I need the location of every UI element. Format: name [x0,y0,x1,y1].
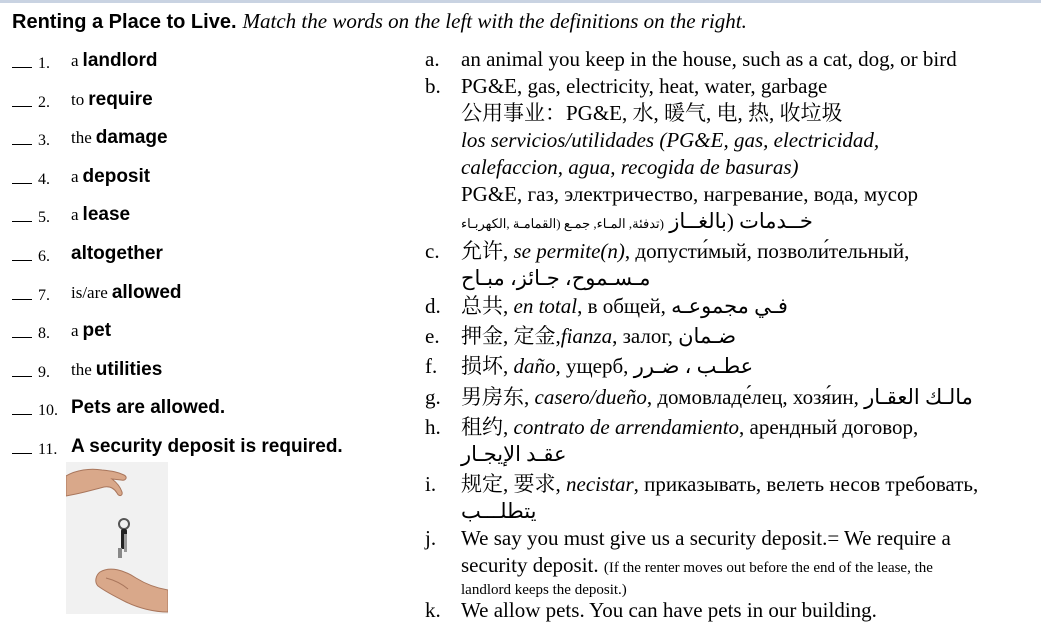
definition-spanish: casero/dueño [534,385,647,409]
definition-letter: j. [425,526,437,550]
definition-text: We allow pets. You can have pets in our building. [461,598,877,622]
definition-chinese: 租约, [461,415,509,439]
vocab-word: landlord [82,50,158,71]
definition-arabic: يتطلـــب [461,499,537,523]
word-prefix: is/are [71,283,108,302]
word-prefix: the [71,360,92,379]
definition-chinese: 男房东, [461,385,530,409]
definition-spanish: se permite(n) [513,239,625,263]
definition-text-line2: security deposit. [461,553,599,577]
definition-letter: b. [425,74,441,98]
definition-chinese: 损坏, [461,354,509,378]
definition-letter: g. [425,385,441,409]
vocab-word: utilities [95,359,163,380]
item-number: 10. [38,402,58,419]
definition-letter: e. [425,324,440,348]
definition-spanish: necistar [566,472,634,496]
vocab-word: damage [95,127,168,148]
vocab-word: pet [82,320,112,341]
vocab-word: allowed [111,282,182,303]
item-number: 9. [38,364,50,381]
definition-spanish-1: los servicios/utilidades (PG&E, gas, electricidad, [461,128,880,152]
definition-letter: f. [425,354,438,378]
definition-english: PG&E, gas, electricity, heat, water, garbage [461,74,828,98]
definition-spanish-2: calefaccion, agua, recogida de basuras) [461,155,799,179]
definition-russian: , арендный договор, [739,415,919,439]
answer-blank[interactable] [12,376,32,377]
definition-arabic: عقـد الإيجـار [461,442,567,466]
definition-russian: , домовладе́лец, хозя́ин, [646,385,859,409]
definition-chinese: 公用事业：PG&E, 水, 暖气, 电, 热, 收垃圾 [461,101,843,125]
definition-letter: c. [425,239,440,263]
answer-blank[interactable] [12,299,32,300]
item-number: 1. [38,55,50,72]
definition-spanish: en total [513,294,578,318]
definition-arabic: عطـب ، ضـرر [633,354,754,378]
definition-arabic: مـسـموح، جـائز، مبـاح [461,266,651,290]
definition-arabic: فـي مجموعـه [671,294,788,318]
item-number: 8. [38,325,50,342]
definition-chinese: 总共, [461,294,509,318]
answer-blank[interactable] [12,221,32,222]
worksheet-header [12,9,747,34]
answer-blank[interactable] [12,67,32,68]
definition-arabic-small: (تدفئة, المـاء, جمـع (القمامـة ,الكهربـاء [461,216,664,231]
hands-and-keys-icon [66,462,168,614]
definition-note-line2: landlord keeps the deposit.) [461,582,627,598]
definition-letter: a. [425,47,440,71]
item-number: 6. [38,248,50,265]
item-number: 7. [38,287,50,304]
vocab-word: altogether [71,243,163,264]
definition-spanish: daño [513,354,556,378]
word-prefix: a [71,205,79,224]
definition-russian: , приказывать, велеть несов требовать, [633,472,979,496]
answer-blank[interactable] [12,183,32,184]
keys-handover-illustration [66,462,168,614]
answer-blank[interactable] [12,337,32,338]
definition-russian: , залог, [612,324,673,348]
definition-spanish: contrato de arrendamiento [513,415,740,439]
page-title: Renting a Place to Live. [12,11,237,33]
top-border [0,0,1041,3]
definition-letter: d. [425,294,441,318]
vocab-word: require [88,89,153,110]
item-number: 4. [38,171,50,188]
word-prefix: a [71,51,79,70]
item-number: 11. [38,441,58,458]
word-prefix: a [71,167,79,186]
vocab-word: deposit [82,166,151,187]
definition-letter: i. [425,472,437,496]
answer-blank[interactable] [12,144,32,145]
word-prefix: the [71,128,92,147]
definition-arabic: ضـمان [678,324,737,348]
definition-letter: h. [425,415,441,439]
answer-blank[interactable] [12,453,32,454]
vocab-word: lease [82,204,131,225]
definition-letter: k. [425,598,441,622]
answer-blank[interactable] [12,414,32,415]
answer-blank[interactable] [12,106,32,107]
definition-russian: , в общей, [577,294,666,318]
definition-russian: , допусти́мый, позволи́тельный, [624,239,910,263]
vocab-word: Pets are allowed. [71,397,226,418]
definition-russian: , ущерб, [555,354,629,378]
vocab-word: A security deposit is required. [71,436,343,457]
word-prefix: to [71,90,85,109]
instructions: Match the words on the left with the definitions on the right. [242,9,747,33]
answer-blank[interactable] [12,260,32,261]
item-number: 2. [38,94,50,111]
word-prefix: a [71,321,79,340]
definition-chinese: 押金, 定金, [461,324,561,348]
definition-text-line1: We say you must give us a security deposit.= We require a [461,526,951,550]
definition-arabic: خــدمات (بالغــاز [669,209,813,233]
item-number: 5. [38,209,50,226]
definition-chinese: 允许, [461,239,509,263]
definition-arabic: مالـك العقـار [864,385,973,409]
definition-text: an animal you keep in the house, such as a cat, dog, or bird [461,47,957,71]
definition-russian: PG&E, газ, электричество, нагревание, вода, мусор [461,182,918,206]
item-number: 3. [38,132,50,149]
definition-spanish: fianza [560,324,613,348]
definition-note-line1: (If the renter moves out before the end of the lease, the [603,560,933,576]
definition-chinese: 规定, 要求, [461,472,561,496]
